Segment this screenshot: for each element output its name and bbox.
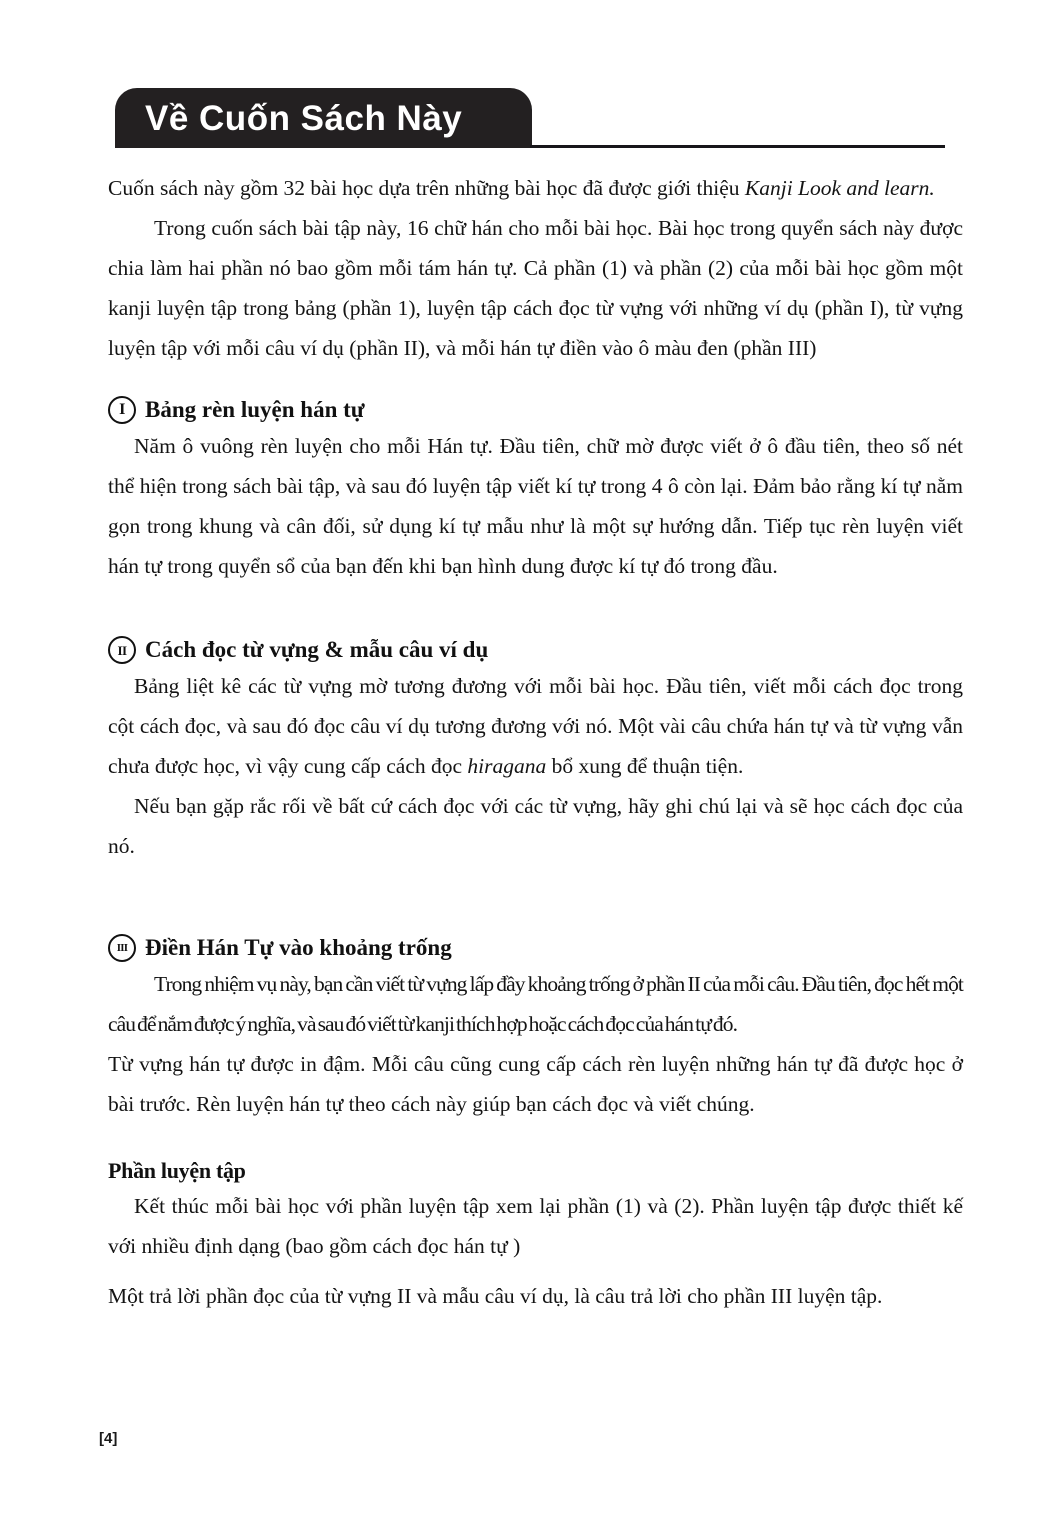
spacer (108, 586, 963, 608)
page-number: [4] (99, 1430, 118, 1447)
section-3-body-condensed (108, 964, 963, 1044)
section-heading-1 (108, 396, 963, 424)
section-2-body-text-a: Bảng liệt kê các từ vựng mờ tương đương với mỗi bài học. Đầu tiên, viết mỗi cách đọc trong cột cách đọc, và sau đó đọc câu ví dụ tương đương với nó. Một vài câu chứa hán tự và từ vựng vẫn chưa được học, vì vậy cung cấp cách đọc (108, 674, 963, 778)
section-3-body-rest-text: Từ vựng hán tự được in đậm. Mỗi câu cũng cung cấp cách rèn luyện những hán tự đã được học ở bài trước. Rèn luyện hán tự theo cách này giúp bạn cách đọc và viết chúng. (108, 1052, 963, 1116)
intro-book-title: Kanji Look and learn. (744, 176, 935, 200)
practice-closing-text: Một trả lời phần đọc của từ vựng II và mẫu câu ví dụ, là câu trả lời cho phần III luyện tập. (108, 1284, 883, 1308)
practice-closing (108, 1276, 963, 1316)
intro-paragraph-2-text: Trong cuốn sách bài tập này, 16 chữ hán cho mỗi bài học. Bài học trong quyển sách này được chia làm hai phần nó bao gồm mỗi tám hán tự. Cả phần (1) và phần (2) của mỗi bài học gồm một kanji luyện tập trong bảng (phần 1), luyện tập cách đọc từ vựng với những ví dụ (phần I), từ vựng luyện tập với mỗi câu ví dụ (phần II), và mỗi hán tự điền vào ô màu đen (phần III) (108, 216, 963, 360)
intro-paragraph-2 (108, 208, 963, 368)
section-2-body-continued (108, 786, 963, 866)
section-2-hiragana-term: hiragana (467, 754, 547, 778)
page-title: Về Cuốn Sách Này (145, 98, 463, 138)
section-2-body (108, 666, 963, 786)
section-heading-2 (108, 636, 963, 664)
section-3-body-rest (108, 1044, 963, 1124)
header-rule (530, 145, 945, 148)
intro-line1-text: Cuốn sách này gồm 32 bài học dựa trên những bài học đã được giới thiệu (108, 176, 745, 200)
section-1-body-text: Năm ô vuông rèn luyện cho mỗi Hán tự. Đầu tiên, chữ mờ được viết ở ô đầu tiên, theo số nét thể hiện trong sách bài tập, và sau đó luyện tập viết kí tự trong 4 ô còn lại. Đảm bảo rằng kí tự nằm gọn trong khung và cân đối, sử dụng kí tự mẫu như là một sự hướng dẫn. Tiếp tục rèn luyện viết hán tự trong quyển sổ của bạn đến khi bạn hình dung được kí tự đó trong đầu. (108, 434, 963, 578)
header-banner (115, 88, 532, 148)
spacer (108, 866, 963, 906)
practice-paragraph (108, 1186, 963, 1266)
circled-numeral-ii-icon: II (108, 636, 136, 664)
section-title-2: Cách đọc từ vựng & mẫu câu ví dụ (145, 637, 489, 663)
practice-heading: Phần luyện tập (108, 1158, 246, 1183)
section-heading-3 (108, 934, 963, 962)
intro-paragraph-1 (108, 168, 963, 208)
section-1-body (108, 426, 963, 586)
circled-numeral-iii-icon: III (108, 934, 136, 962)
section-2-body-text-b: bổ xung để thuận tiện. (546, 754, 744, 778)
spacer (108, 1266, 963, 1276)
section-3-body-condensed-text: Trong nhiệm vụ này, bạn cần viết từ vựng lấp đầy khoảng trống ở phần II của mỗi câu. Đầu tiên, đọc hết một câu để nắm được ý nghĩa, và sau đó viết từ kanji thích hợp hoặc cách đọc của hán tự đó. (108, 972, 963, 1036)
section-title-3: Điền Hán Tự vào khoảng trống (145, 935, 452, 961)
page-header (0, 88, 1063, 152)
practice-paragraph-text: Kết thúc mỗi bài học với phần luyện tập xem lại phần (1) và (2). Phần luyện tập được thiết kế với nhiều định dạng (bao gồm cách đọc hán tự ) (108, 1194, 963, 1258)
section-title-1: Bảng rèn luyện hán tự (145, 397, 365, 423)
circled-numeral-i-icon: I (108, 396, 136, 424)
page-content (108, 168, 963, 1316)
section-2-body-text-c: Nếu bạn gặp rắc rối về bất cứ cách đọc với các từ vựng, hãy ghi chú lại và sẽ học cách đọc của nó. (108, 794, 963, 858)
